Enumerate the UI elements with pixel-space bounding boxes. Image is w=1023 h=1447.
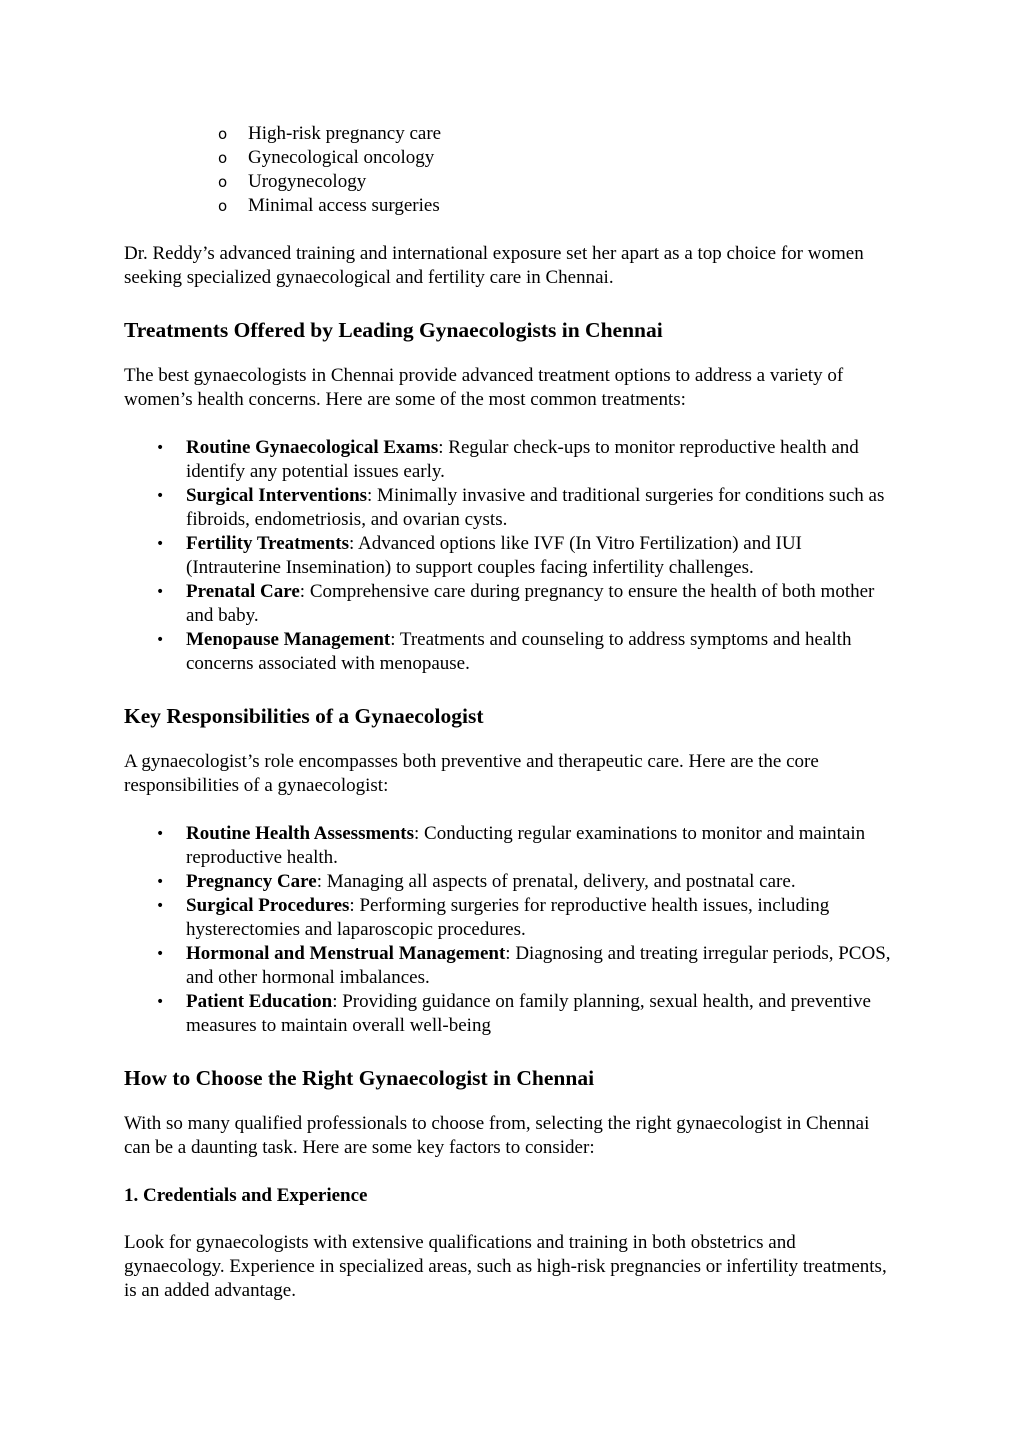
intro-paragraph: Dr. Reddy’s advanced training and international exposure set her apart as a top choice for women seeking specialized gynaecological and fertility care in Chennai. — [124, 243, 864, 288]
responsibilities-heading: Key Responsibilities of a Gynaecologist — [124, 704, 484, 728]
list-item: o Gynecological oncology — [218, 147, 435, 168]
treatments-paragraph: The best gynaecologists in Chennai provide advanced treatment options to address a variety of women’s health concerns. Here are some of the most common treatments: — [124, 365, 844, 410]
term: Pregnancy Care — [186, 871, 317, 892]
term: Menopause Management — [186, 629, 391, 650]
specialization-sublist — [124, 122, 894, 218]
bullet-icon: • — [156, 440, 165, 456]
responsibilities-paragraph: A gynaecologist’s role encompasses both preventive and therapeutic care. Here are the core responsibilities of a gynaecologist: — [124, 751, 819, 796]
term: Routine Gynaecological Exams — [186, 437, 439, 458]
term: Fertility Treatments — [186, 533, 350, 554]
treatments-heading: Treatments Offered by Leading Gynaecologists in Chennai — [124, 318, 663, 342]
list-item: • Pregnancy Care: Managing all aspects of prenatal, delivery, and postnatal care. — [156, 871, 796, 892]
list-item: • Routine Gynaecological Exams: Regular check-ups to monitor reproductive health and identify any potential issues early. — [156, 437, 859, 482]
choose-paragraph: With so many qualified professionals to choose from, selecting the right gynaecologist in Chennai can be a daunting task. Here are some key factors to consider: — [124, 1113, 870, 1158]
choose-heading: How to Choose the Right Gynaecologist in Chennai — [124, 1066, 595, 1090]
list-item: • Hormonal and Menstrual Management: Diagnosing and treating irregular periods, PCOS, and other hormonal imbalances. — [156, 943, 891, 988]
term: Patient Education — [186, 991, 333, 1012]
list-item: o High-risk pregnancy care — [218, 123, 442, 144]
list-item: • Prenatal Care: Comprehensive care during pregnancy to ensure the health of both mother and baby. — [156, 581, 875, 626]
term: Prenatal Care — [186, 581, 300, 602]
term: Routine Health Assessments — [186, 823, 415, 844]
circle-bullet-icon: o — [218, 125, 228, 143]
term: Surgical Interventions — [186, 485, 368, 506]
responsibilities-list — [124, 822, 894, 1038]
document-page — [124, 122, 894, 1303]
bullet-icon: • — [156, 488, 165, 504]
list-item: o Urogynecology — [218, 171, 367, 192]
list-item: • Routine Health Assessments: Conducting regular examinations to monitor and maintain reproductive health. — [156, 823, 866, 868]
list-item: • Surgical Procedures: Performing surgeries for reproductive health issues, including hysterectomies and laparoscopic procedures. — [156, 895, 830, 940]
bullet-icon: • — [156, 632, 165, 648]
bullet-icon: • — [156, 584, 165, 600]
term: Surgical Procedures — [186, 895, 350, 916]
circle-bullet-icon: o — [218, 197, 228, 215]
circle-bullet-icon: o — [218, 149, 228, 167]
bullet-icon: • — [156, 898, 165, 914]
bullet-icon: • — [156, 994, 165, 1010]
bullet-icon: • — [156, 874, 165, 890]
credentials-subheading: 1. Credentials and Experience — [124, 1185, 368, 1206]
bullet-icon: • — [156, 536, 165, 552]
circle-bullet-icon: o — [218, 173, 228, 191]
treatments-list — [124, 436, 894, 676]
list-item: • Fertility Treatments: Advanced options like IVF (In Vitro Fertilization) and IUI (Intrauterine Insemination) to support couples facing infertility challenges. — [156, 533, 802, 578]
list-item: • Menopause Management: Treatments and counseling to address symptoms and health concerns associated with menopause. — [156, 629, 852, 674]
list-item: • Surgical Interventions: Minimally invasive and traditional surgeries for conditions such as fibroids, endometriosis, and ovarian cysts. — [156, 485, 885, 530]
term: Hormonal and Menstrual Management — [186, 943, 506, 964]
bullet-icon: • — [156, 826, 165, 842]
list-item: • Patient Education: Providing guidance on family planning, sexual health, and preventive measures to maintain overall well-being — [156, 991, 871, 1036]
bullet-icon: • — [156, 946, 165, 962]
credentials-paragraph: Look for gynaecologists with extensive qualifications and training in both obstetrics and gynaecology. Experience in specialized areas, such as high-risk pregnancies or infertility treatments, is an added advantage. — [124, 1232, 887, 1301]
list-item: o Minimal access surgeries — [218, 195, 440, 216]
